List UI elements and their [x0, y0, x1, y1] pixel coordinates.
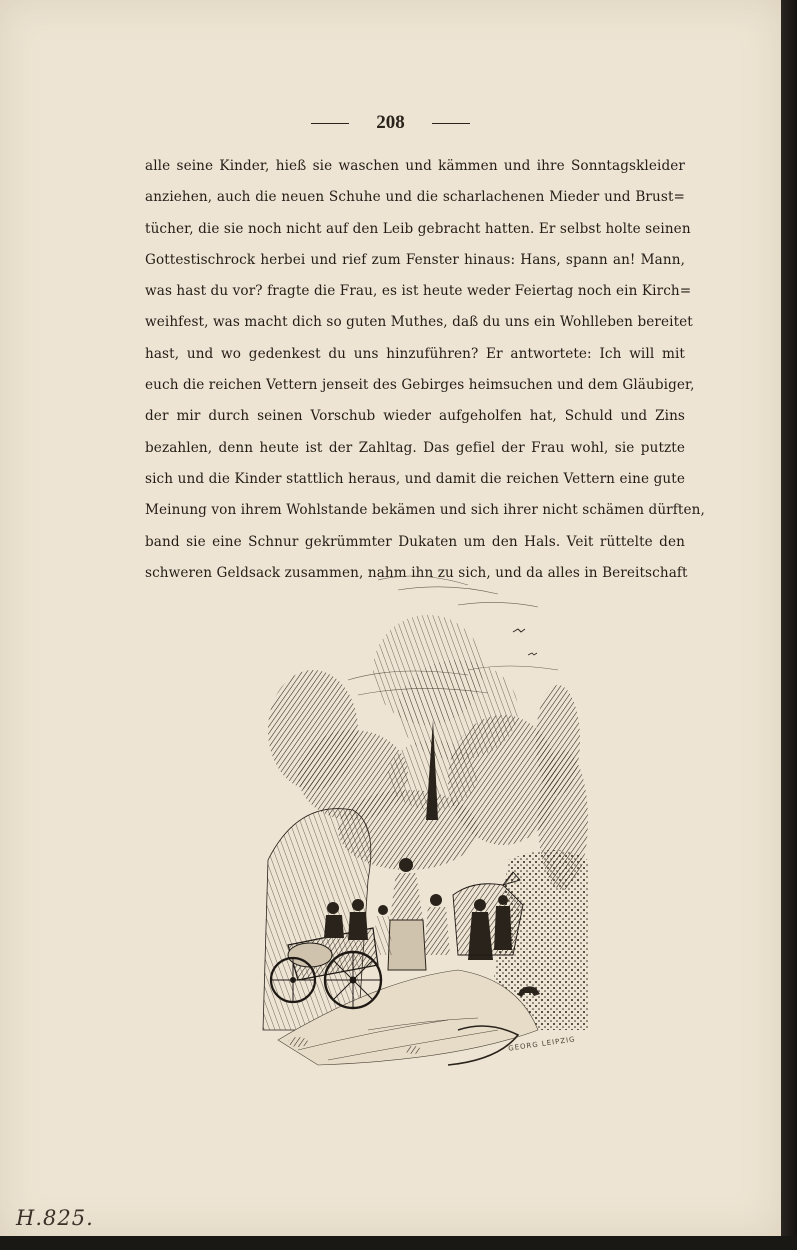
header-rule-right: [432, 123, 470, 124]
engraving-illustration: [258, 560, 588, 1085]
text-line: bezahlen, denn heute ist der Zahltag. Das gefiel der Frau wohl, sie putzte: [145, 439, 685, 456]
header-rule-left: [311, 123, 349, 124]
text-line: tücher, die sie noch nicht auf den Leib gebracht hatten. Er selbst holte seinen: [145, 220, 691, 237]
text-line: Meinung von ihrem Wohlstande bekämen und sich ihrer nicht schämen dürften,: [145, 502, 705, 519]
page-number: 208: [376, 112, 405, 133]
text-line: euch die reichen Vettern jenseit des Gebirges heimsuchen und dem Gläubiger,: [145, 377, 695, 394]
bird-icon: [513, 629, 525, 632]
text-line: anziehen, auch die neuen Schuhe und die scharlachenen Mieder und Brust=: [145, 189, 685, 206]
text-line: schweren Geldsack zusammen, nahm ihn zu sich, und da alles in Bereitschaft: [145, 564, 688, 581]
rock: [405, 1046, 421, 1054]
text-line: Gottestischrock herbei und rief zum Fenster hinaus: Hans, spann an! Mann,: [145, 251, 685, 268]
body-text: [145, 151, 705, 589]
text-line: hast, und wo gedenkest du uns hinzuführen? Er antwortete: Ich will mit: [145, 345, 685, 362]
text-line: sich und die Kinder stattlich heraus, und damit die reichen Vettern eine gute: [145, 470, 685, 487]
text-line: was hast du vor? fragte die Frau, es ist heute weder Feiertag noch ein Kirch=: [145, 283, 692, 300]
text-line: alle seine Kinder, hieß sie waschen und kämmen und ihre Sonntagskleider: [145, 158, 685, 174]
page-header: [0, 112, 781, 134]
text-line: der mir durch seinen Vorschub wieder aufgeholfen hat, Schuld und Zins: [145, 408, 685, 425]
rock: [288, 1037, 308, 1047]
text-line: weihfest, was macht dich so guten Muthes, daß du uns ein Wohlleben bereitet: [145, 314, 693, 331]
page-edge-right: [781, 0, 797, 1250]
engraver-signature: GEORG LEIPZIG: [507, 1035, 576, 1053]
page-edge-bottom: [0, 1236, 797, 1250]
shelfmark: H.825.: [16, 1206, 94, 1230]
bird-icon: [528, 653, 537, 655]
text-line: band sie eine Schnur gekrümmter Dukaten um den Hals. Veit rüttelte den: [145, 533, 685, 550]
